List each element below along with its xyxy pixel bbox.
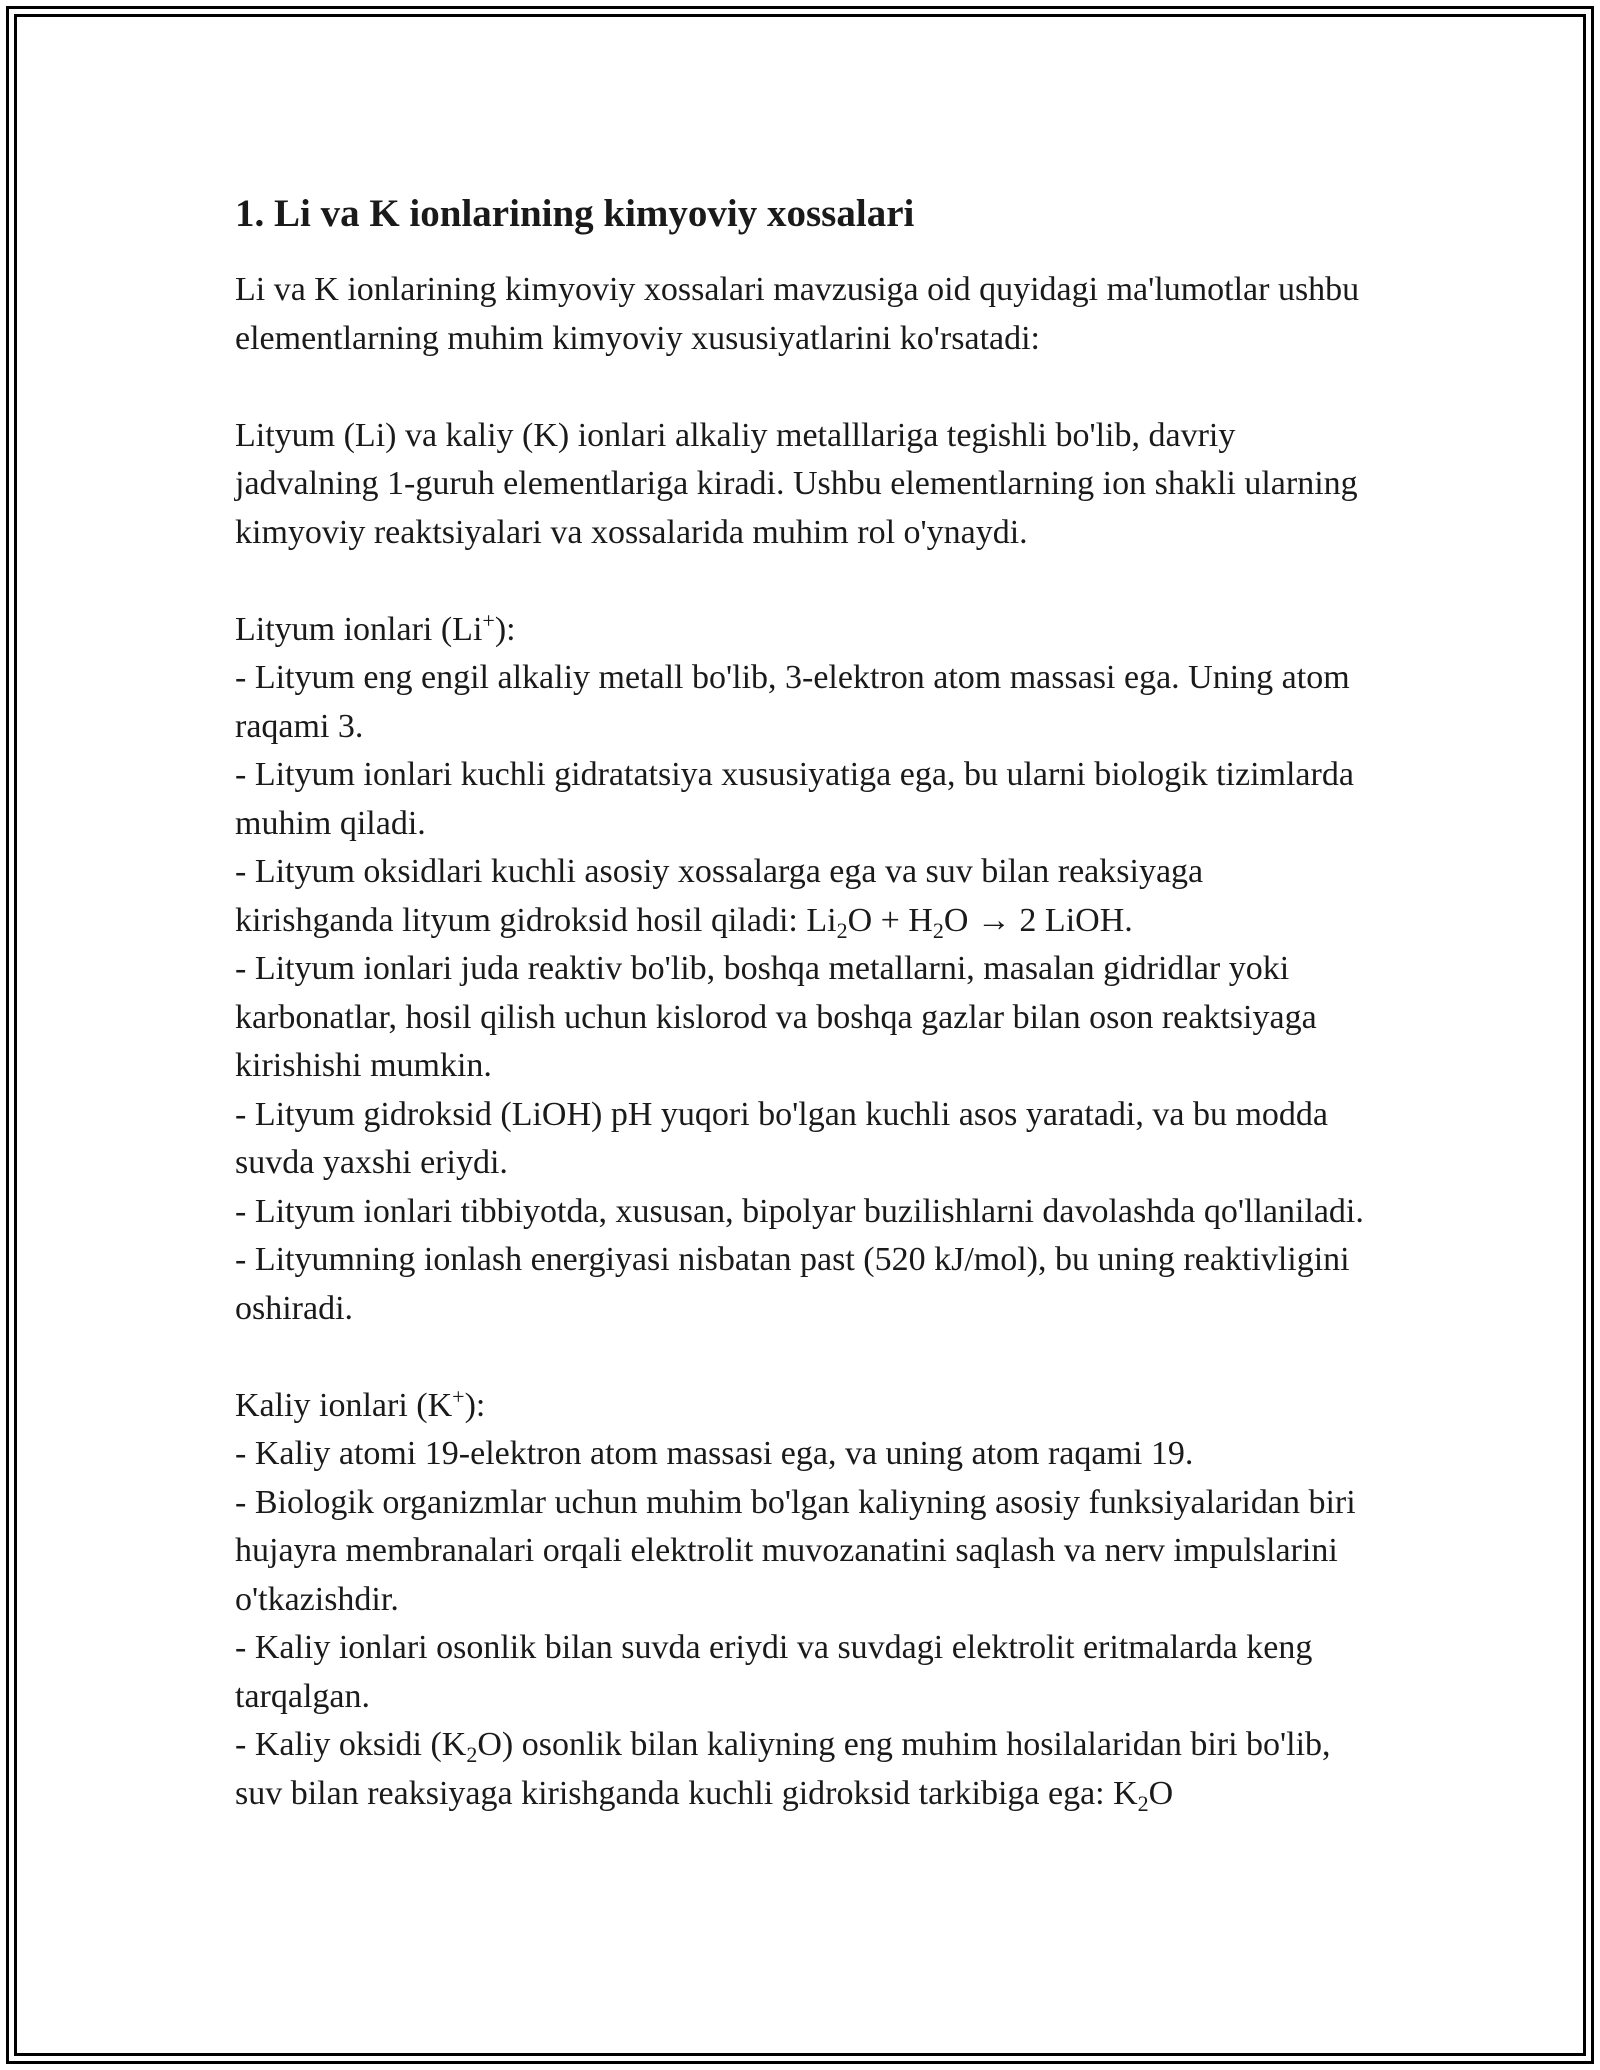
document-body [235, 190, 1365, 1818]
overview-paragraph: Lityum (Li) va kaliy (K) ionlari alkaliy metalllariga tegishli bo'lib, davriy jadvalning 1-guruh elementlariga kiradi. Ushbu elementlarning ion shakli ularning kimyoviy reaktsiyalari va xossalarida muhim rol o'ynaydi. [235, 416, 1358, 551]
potassium-title: Kaliy ionlari (K+): [235, 1383, 486, 1424]
lithium-point-1: - Lityum eng engil alkaliy metall bo'lib, 3-elektron atom massasi ega. Uning atom raqami 3. [235, 659, 1350, 745]
potassium-point-2: - Biologik organizmlar uchun muhim bo'lgan kaliyning asosiy funksiyalaridan biri hujayra membranalari orqali elektrolit muvozanatini saqlash va nerv impulslarini o'tkazishdir. [235, 1483, 1356, 1618]
section-heading: 1. Li va K ionlarining kimyoviy xossalari [235, 192, 915, 235]
lithium-point-6: - Lityum ionlari tibbiyotda, xususan, bipolyar buzilishlarni davolashda qo'llaniladi. [235, 1192, 1364, 1230]
lithium-title: Lityum ionlari (Li+): [235, 607, 516, 648]
lithium-section [235, 606, 1365, 1334]
lithium-point-2: - Lityum ionlari kuchli gidratatsiya xususiyatiga ega, bu ularni biologik tizimlarda muhim qiladi. [235, 756, 1354, 842]
potassium-point-1: - Kaliy atomi 19-elektron atom massasi ega, va uning atom raqami 19. [235, 1435, 1194, 1472]
lithium-point-3: - Lityum oksidlari kuchli asosiy xossalarga ega va suv bilan reaksiyaga kirishganda lityum gidroksid hosil qiladi: $Li_2O + H_2O \to 2$ LiOH. [235, 853, 1204, 943]
potassium-point-3: - Kaliy ionlari osonlik bilan suvda eriydi va suvdagi elektrolit eritmalarda keng tarqalgan. [235, 1629, 1313, 1715]
lithium-point-7: - Lityumning ionlash energiyasi nisbatan past (520 kJ/mol), bu uning reaktivligini oshiradi. [235, 1241, 1350, 1327]
intro-paragraph: Li va K ionlarining kimyoviy xossalari mavzusiga oid quyidagi ma'lumotlar ushbu elementlarning muhim kimyoviy xususiyatlarini ko'rsatadi: [235, 271, 1360, 357]
lithium-point-4: - Lityum ionlari juda reaktiv bo'lib, boshqa metallarni, masalan gidridlar yoki karbonatlar, hosil qilish uchun kislorod va boshqa gazlar bilan oson reaktsiyaga kirishishi mumkin. [235, 950, 1317, 1084]
potassium-point-4: - Kaliy oksidi $(K_2O)$ osonlik bilan kaliyning eng muhim hosilalaridan biri bo'lib, suv bilan reaksiyaga kirishganda kuchli gidroksid tarkibiga ega: $K_2O$ [235, 1726, 1331, 1816]
lithium-oxide-equation: $Li_2O + H_2O \to 2$ LiOH. [806, 901, 1133, 943]
lithium-point-5: - Lityum gidroksid (LiOH) pH yuqori bo'lgan kuchli asos yaratadi, va bu modda suvda yaxshi eriydi. [235, 1095, 1328, 1181]
potassium-section [235, 1382, 1365, 1819]
